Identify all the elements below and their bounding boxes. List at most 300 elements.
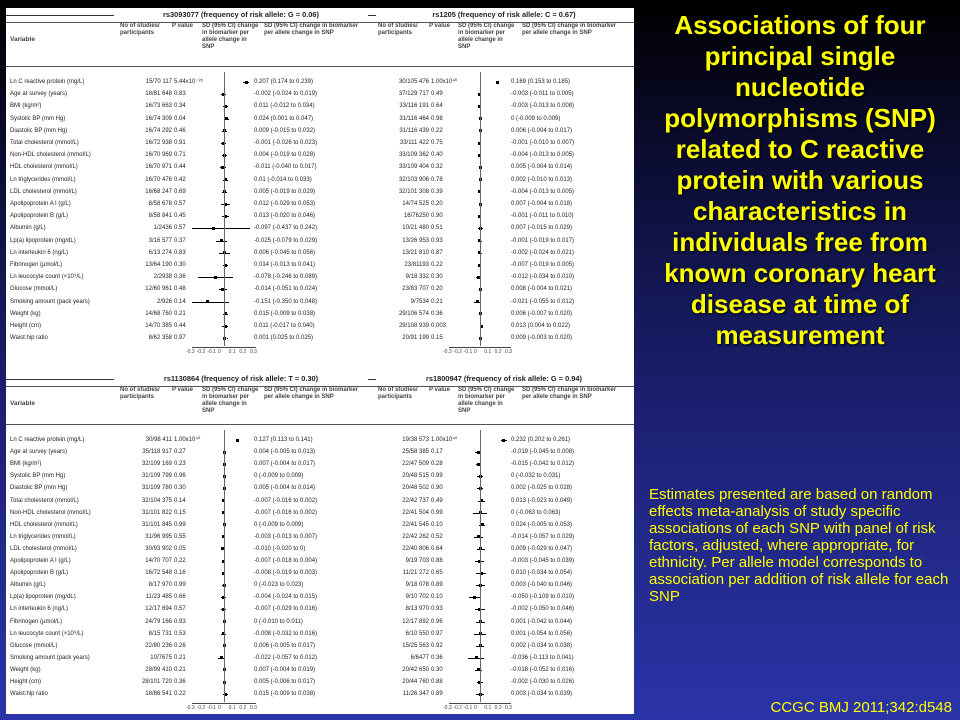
table-row <box>6 664 634 676</box>
participants-value: 9/7534 <box>410 298 429 305</box>
estimate-text: 0.005 (-0.006 to 0.017) <box>254 679 316 685</box>
point-estimate <box>220 239 223 242</box>
participants-value: 33/109 362 <box>398 152 429 159</box>
p-value: 0.93 <box>431 237 443 244</box>
x-axis-tick-label: 0.2 <box>239 705 247 712</box>
estimate-text: -0.001 (-0.019 to 0.017) <box>511 237 575 244</box>
p-value: 0.30 <box>174 262 186 268</box>
participants-value: 22/42 262 <box>402 533 429 540</box>
table-row <box>6 567 634 579</box>
table-row <box>6 628 634 640</box>
variable-label: Age at survey (years) <box>10 91 68 98</box>
x-axis-tick-label: 0 <box>218 349 221 356</box>
estimate-text: -0.002 (-0.024 to 0.021) <box>511 249 575 256</box>
p-value: 0.21 <box>174 310 186 317</box>
p-value: 0.99 <box>431 473 443 480</box>
p-value: 0.23 <box>174 461 186 468</box>
p-value: 0.96 <box>431 618 443 625</box>
p-value: 0.21 <box>431 298 443 305</box>
table-row <box>6 332 634 344</box>
participants-value: 20/48 502 <box>402 485 429 492</box>
forest-panel-top <box>6 8 634 370</box>
variable-label: Apolipoprotein A I (g/L) <box>10 558 71 564</box>
x-axis-tick-label: -0.2 <box>453 349 462 356</box>
x-axis-tick-label: 0.3 <box>505 705 512 712</box>
estimate-text: 0 (-0.063 to 0.063) <box>511 509 561 516</box>
estimate-text: 0.002 (-0.025 to 0.028) <box>511 485 573 492</box>
participants-value: 25/58 385 <box>402 449 429 456</box>
p-value: 0.83 <box>174 91 186 98</box>
participants-value: 6/13 274 <box>148 249 172 256</box>
x-axis-tick-label: -0.1 <box>463 349 473 356</box>
point-estimate <box>214 276 217 279</box>
participants-value: 29/106 574 <box>398 310 429 317</box>
participants-value: 31/109 799 <box>141 473 172 480</box>
estimate-text: -0.003 (-0.045 to 0.039) <box>511 558 575 564</box>
column-header-sd-plot: SD (95% CI) change in biomarker per allele change in SNP <box>202 23 259 50</box>
p-value: 0.71 <box>174 152 186 159</box>
table-row <box>6 603 634 615</box>
x-axis-tick-label: 0.1 <box>484 349 492 356</box>
variable-label: Apolipoprotein A I (g/L) <box>10 201 71 207</box>
variable-label: Weight (kg) <box>10 310 41 317</box>
x-axis-tick-label: 0.2 <box>494 705 502 712</box>
p-value: 0.99 <box>174 521 186 528</box>
participants-value: 31/96 995 <box>145 533 172 540</box>
p-value: 0.22 <box>174 558 186 564</box>
participants-value: 30/98 411 <box>145 437 172 443</box>
estimate-text: -0.097 (-0.437 to 0.242) <box>254 225 318 232</box>
table-row <box>6 308 634 320</box>
p-value: 0.22 <box>431 262 443 268</box>
estimate-text: -0.003 (-0.013 to 0.007) <box>254 533 318 540</box>
estimate-text: 0.006 (-0.004 to 0.017) <box>511 127 573 134</box>
participants-value: 14/70 707 <box>145 558 172 564</box>
participants-value: 22/41 504 <box>402 509 429 516</box>
x-axis-tick-label: -0.3 <box>186 349 195 356</box>
header-line <box>368 15 376 16</box>
header-line <box>368 379 376 380</box>
participants-value: 33/116 191 <box>399 103 429 110</box>
participants-value: 8/15 731 <box>148 630 172 637</box>
p-value: 0.45 <box>174 213 186 220</box>
p-value: 0.15 <box>431 335 443 342</box>
p-value: 0.14 <box>174 298 186 305</box>
estimate-text: 0.008 (-0.004 to 0.021) <box>511 286 573 293</box>
null-reference-line <box>480 72 481 346</box>
participants-value: 29/108 939 <box>398 323 429 329</box>
variable-label: Ln C reactive protein (mg/L) <box>10 437 85 443</box>
participants-value: 9/18 078 <box>405 582 429 589</box>
p-value: 0.22 <box>431 127 443 134</box>
participants-value: 23/81193 <box>404 262 429 268</box>
table-row <box>6 579 634 591</box>
estimate-text: -0.008 (-0.019 to 0.003) <box>254 570 318 577</box>
p-value: 0.04 <box>174 115 186 122</box>
point-estimate <box>476 300 479 303</box>
participants-value: 16/73 663 <box>145 103 172 110</box>
table-row <box>6 591 634 603</box>
table-row <box>6 507 634 519</box>
participants-value: 37/129 717 <box>398 91 429 98</box>
estimate-text: -0.007 (-0.016 to 0.002) <box>254 497 318 504</box>
null-reference-line <box>224 430 225 702</box>
variable-label: Diastolic BP (mm Hg) <box>10 485 68 492</box>
estimate-text: -0.003 (-0.013 to 0.008) <box>511 103 575 110</box>
point-estimate <box>220 656 223 659</box>
participants-value: 6/10 550 <box>405 630 429 637</box>
estimate-text: 0.002 (-0.034 to 0.038) <box>511 642 573 649</box>
p-value: 0.64 <box>431 545 443 552</box>
p-value: 1.00x10⁴⁰ <box>174 437 201 443</box>
estimate-text: 0.006 (-0.007 to 0.020) <box>511 310 573 317</box>
p-value: 0.15 <box>174 509 186 516</box>
p-value: 0.57 <box>174 606 186 613</box>
participants-value: 11/21 272 <box>402 570 429 577</box>
table-row <box>6 616 634 628</box>
column-header-participants: No of studies/ participants <box>120 23 160 36</box>
p-value: 0.32 <box>431 164 443 171</box>
estimate-text: 0.011 (-0.012 to 0.034) <box>254 103 315 110</box>
point-estimate <box>236 439 239 442</box>
citation: CCGC BMJ 2011;342:d548 <box>770 699 952 716</box>
variable-label: Apolipoprotein B (g/L) <box>10 213 69 220</box>
variable-label: Systolic BP (mm Hg) <box>10 115 66 122</box>
participants-value: 31/101 845 <box>141 521 172 528</box>
estimate-text: -0.007 (-0.016 to 0.002) <box>254 509 318 516</box>
column-header-participants: No of studies/ participants <box>120 387 160 400</box>
participants-value: 23/83 707 <box>402 286 429 293</box>
x-axis-tick-label: 0.3 <box>250 705 257 712</box>
estimate-text: 0.009 (-0.029 to 0.047) <box>511 545 573 552</box>
participants-value: 16/68 247 <box>145 188 172 195</box>
estimate-text: -0.078 (-0.246 to 0.089) <box>254 274 318 281</box>
participants-value: 11/26 347 <box>402 691 429 698</box>
forest-plot-figure <box>6 8 634 714</box>
p-value: 0.93 <box>174 618 186 625</box>
variable-label: HDL cholesterol (mmol/L) <box>10 521 78 528</box>
estimate-text: 0.207 (0.174 to 0.239) <box>254 79 314 85</box>
column-header-variable: Variable <box>10 36 35 43</box>
x-axis-tick-label: -0.3 <box>186 705 195 712</box>
point-estimate <box>475 656 478 659</box>
variable-label: Ln triglycerides (mmol/L) <box>10 533 76 540</box>
p-value: 0.44 <box>174 323 186 329</box>
point-estimate <box>502 439 505 442</box>
participants-value: 10/7675 <box>150 654 172 661</box>
estimate-text: 0.009 (-0.015 to 0.032) <box>254 127 316 134</box>
estimate-text: 0.013 (-0.020 to 0.046) <box>254 213 316 220</box>
slide-title: Associations of four principal single nucleotide polymorphisms (SNP) related to C reactive protein with various characteristics in individuals free from known coronary heart disease at time of measurement <box>664 10 936 350</box>
table-row <box>6 125 634 137</box>
variable-label: Ln C reactive protein (mg/L) <box>10 79 85 85</box>
confidence-interval <box>192 228 250 229</box>
point-estimate <box>212 227 215 230</box>
participants-value: 10/21 480 <box>402 225 429 232</box>
participants-value: 9/18 332 <box>405 274 429 281</box>
participants-value: 12/60 961 <box>145 286 172 293</box>
participants-value: 33/109 404 <box>398 164 429 171</box>
p-value: 0.75 <box>431 140 443 146</box>
participants-value: 14/70 385 <box>145 323 172 329</box>
variable-label: Weight (kg) <box>10 666 41 673</box>
participants-value: 32/109 169 <box>141 461 172 468</box>
estimate-text: 0.004 (-0.019 to 0.028) <box>254 152 316 159</box>
x-axis-tick-label: 0.1 <box>228 349 236 356</box>
table-row <box>6 458 634 470</box>
p-value: 0.99 <box>431 509 443 516</box>
estimate-text: -0.010 (-0.020 to 0) <box>254 545 306 552</box>
p-value: 0.30 <box>174 485 186 492</box>
variable-label: Fibrinogen (µmol/L) <box>10 618 63 625</box>
column-header-sd-text: SD (95% CI) change in biomarker per allele change in SNP <box>522 23 617 36</box>
p-value: 0.90 <box>431 213 443 220</box>
table-row <box>6 555 634 567</box>
p-value: 0.97 <box>174 335 186 342</box>
estimate-text: -0.002 (-0.050 to 0.046) <box>511 606 575 613</box>
p-value: 0.44 <box>174 164 186 171</box>
participants-value: 6/6477 <box>410 654 429 661</box>
estimate-text: 0 (-0.009 to 0.009) <box>511 115 561 122</box>
x-axis-tick-label: 0 <box>474 349 477 356</box>
participants-value: 14/68 760 <box>145 310 172 317</box>
participants-value: 13/21 810 <box>402 249 429 256</box>
forest-panel-bottom <box>6 372 634 714</box>
variable-label: Systolic BP (mm Hg) <box>10 473 66 480</box>
participants-value: 20/91 199 <box>402 335 429 342</box>
participants-value: 16/74 309 <box>145 115 172 122</box>
estimate-text: 0.011 (-0.017 to 0.040) <box>254 323 315 329</box>
variable-label: BMI (kg/m²) <box>10 103 42 110</box>
table-row <box>6 247 634 259</box>
estimate-text: -0.004 (-0.013 to 0.005) <box>511 152 575 159</box>
p-value: 0.34 <box>174 103 186 110</box>
estimate-text: -0.001 (-0.026 to 0.023) <box>254 140 318 146</box>
header-rule <box>6 424 634 425</box>
participants-value: 30/93 902 <box>145 545 172 552</box>
p-value: 0.96 <box>174 473 186 480</box>
column-header-sd-plot: SD (95% CI) change in biomarker per allele change in SNP <box>458 387 515 414</box>
estimate-text: 0 (-0.009 to 0.009) <box>254 473 304 480</box>
p-value: 0.21 <box>174 666 186 673</box>
participants-value: 8/17 970 <box>148 582 172 589</box>
participants-value: 32/103 906 <box>398 176 429 183</box>
snp-title: rs1205 (frequency of risk allele: C = 0.67) <box>432 10 576 19</box>
p-value: 0.57 <box>174 201 186 207</box>
variable-label: Non-HDL cholesterol (mmol/L) <box>10 509 91 516</box>
participants-value: 31/116 464 <box>399 115 429 122</box>
estimate-text: -0.002 (-0.024 to 0.019) <box>254 91 318 98</box>
table-row <box>6 100 634 112</box>
column-header-participants: No of studies/ participants <box>378 23 418 36</box>
p-value: 0.16 <box>174 570 186 577</box>
p-value: 0.36 <box>174 679 186 685</box>
p-value: 0.55 <box>174 533 186 540</box>
estimate-text: 0 (-0.009 to 0.009) <box>254 521 304 528</box>
participants-value: 22/40 806 <box>402 545 429 552</box>
estimate-text: -0.003 (-0.011 to 0.005) <box>511 91 574 98</box>
p-value: 0.39 <box>431 188 443 195</box>
estimate-text: 0.006 (-0.045 to 0.056) <box>254 249 316 256</box>
estimate-text: 0.004 (-0.005 to 0.013) <box>254 449 316 456</box>
variable-label: Apolipoprotein B (g/L) <box>10 570 69 577</box>
p-value: 0.98 <box>431 115 443 122</box>
p-value: 0.66 <box>174 594 186 601</box>
p-value: 0.46 <box>174 127 186 134</box>
variable-label: Ln leucocyte count (×10⁹/L) <box>10 630 84 637</box>
estimate-text: 0.014 (-0.013 to 0.041) <box>254 262 316 268</box>
estimate-text: 0.001 (-0.054 to 0.056) <box>511 630 573 637</box>
variable-label: Ln leucocyte count (×10⁹/L) <box>10 274 84 281</box>
estimate-text: 0.01 (-0.014 to 0.033) <box>254 176 312 183</box>
p-value: 0.14 <box>174 497 186 504</box>
variable-label: Waist:hip ratio <box>10 691 48 698</box>
estimate-text: -0.001 (-0.011 to 0.010) <box>511 213 574 220</box>
p-value: 0.51 <box>431 225 443 232</box>
estimate-text: 0.003 (-0.034 to 0.039) <box>511 691 573 698</box>
table-row <box>6 482 634 494</box>
p-value: 0.64 <box>431 103 443 110</box>
estimate-text: 0.005 (-0.004 to 0.014) <box>511 164 573 171</box>
p-value: 0.21 <box>174 654 186 661</box>
p-value: 0.20 <box>431 201 443 207</box>
point-estimate <box>225 117 228 120</box>
p-value: 0.89 <box>431 582 443 589</box>
x-axis-tick-label: -0.2 <box>453 705 462 712</box>
participants-value: 16/70 969 <box>145 152 172 159</box>
participants-value: 16/72 548 <box>145 570 172 577</box>
estimate-text: -0.002 (-0.030 to 0.026) <box>511 679 575 685</box>
estimate-text: 0.007 (-0.004 to 0.019) <box>254 666 316 673</box>
p-value: 0.05 <box>174 545 186 552</box>
p-value: 0.49 <box>431 497 443 504</box>
estimate-text: 0 (-0.032 to 0.031) <box>511 473 561 480</box>
p-value: 0.91 <box>174 140 186 146</box>
participants-value: 12/17 892 <box>402 618 429 625</box>
x-axis-tick-label: 0.2 <box>494 349 502 356</box>
p-value: 0.97 <box>431 630 443 637</box>
p-value: 0.10 <box>431 521 443 528</box>
participants-value: 16/70 971 <box>145 164 172 171</box>
variable-label: Total cholesterol (mmol/L) <box>10 497 79 504</box>
table-row <box>6 174 634 186</box>
p-value: 0.36 <box>431 310 443 317</box>
estimate-text: 0.007 (-0.015 to 0.029) <box>511 225 573 232</box>
variable-label: Ln interleukin 6 (ng/L) <box>10 606 69 613</box>
p-value: 0.17 <box>431 449 443 456</box>
null-reference-line <box>224 72 225 346</box>
estimate-text: 0.009 (-0.003 to 0.020) <box>511 335 573 342</box>
participants-value: 16/76250 <box>403 213 429 220</box>
estimate-text: 0.001 (-0.042 to 0.044) <box>511 618 573 625</box>
column-header-sd-plot: SD (95% CI) change in biomarker per allele change in SNP <box>202 387 259 414</box>
participants-value: 15/25 563 <box>402 642 429 649</box>
participants-value: 22/41 545 <box>402 521 429 528</box>
x-axis-tick-label: -0.1 <box>207 705 216 712</box>
estimate-text: -0.022 (-0.057 to 0.012) <box>254 654 318 661</box>
variable-label: Ln triglycerides (mmol/L) <box>10 176 76 183</box>
p-value: 0.83 <box>174 249 186 256</box>
x-axis-tick-label: -0.1 <box>463 705 473 712</box>
p-value: 0.88 <box>431 558 443 564</box>
participants-value: 31/116 439 <box>399 127 429 134</box>
p-value: 0.65 <box>431 570 443 577</box>
participants-value: 13/26 953 <box>402 237 429 244</box>
p-value: 0.42 <box>174 176 186 183</box>
p-value: 0.49 <box>431 91 443 98</box>
p-value: 0.88 <box>431 679 443 685</box>
participants-value: 15/70 117 <box>145 79 172 85</box>
variable-label: LDL cholesterol (mmol/L) <box>10 188 77 195</box>
variable-label: Waist:hip ratio <box>10 335 48 342</box>
column-header-variable: Variable <box>10 400 35 407</box>
x-axis-tick-label: -0.3 <box>443 705 452 712</box>
estimate-text: 0.005 (-0.004 to 0.014) <box>254 485 316 492</box>
table-row <box>6 676 634 688</box>
estimate-text: -0.018 (-0.052 to 0.016) <box>511 666 575 673</box>
x-axis-tick-label: 0 <box>474 705 477 712</box>
variable-label: Albumin (g/L) <box>10 225 46 232</box>
table-row <box>6 210 634 222</box>
table-row <box>6 640 634 652</box>
x-axis-line <box>449 703 511 704</box>
estimate-text: 0.013 (0.004 to 0.022) <box>511 323 571 329</box>
x-axis-line <box>192 703 256 704</box>
estimate-text: -0.050 (-0.109 to 0.010) <box>511 594 575 601</box>
variable-label: LDL cholesterol (mmol/L) <box>10 545 77 552</box>
x-axis-tick-label: 0.3 <box>250 349 257 356</box>
estimate-text: -0.015 (-0.042 to 0.012) <box>511 461 575 468</box>
column-header-pvalue: P value <box>172 23 193 29</box>
participants-value: 33/111 422 <box>399 140 429 146</box>
participants-value: 14/74 525 <box>402 201 429 207</box>
estimate-text: 0.232 (0.202 to 0.261) <box>511 437 571 443</box>
estimate-text: -0.014 (-0.051 to 0.024) <box>254 286 318 293</box>
p-value: 0.52 <box>431 533 443 540</box>
estimate-text: 0.003 (-0.040 to 0.046) <box>511 582 573 589</box>
p-value: 0.36 <box>431 654 443 661</box>
table-row <box>6 495 634 507</box>
variable-label: HDL cholesterol (mmol/L) <box>10 164 78 171</box>
participants-value: 12/17 694 <box>145 606 172 613</box>
confidence-interval <box>227 338 228 339</box>
variable-label: Non-HDL cholesterol (mmol/L) <box>10 152 91 159</box>
participants-value: 32/101 308 <box>398 188 429 195</box>
p-value: 0.89 <box>431 691 443 698</box>
table-row <box>6 446 634 458</box>
participants-value: 19/38 573 <box>402 437 429 443</box>
p-value: 5.44x10⁻³⁵ <box>174 79 204 85</box>
point-estimate <box>496 81 499 84</box>
participants-value: 22/42 737 <box>402 497 429 504</box>
column-header-pvalue: P value <box>429 387 450 393</box>
p-value: 0.99 <box>174 582 186 589</box>
p-value: 0.27 <box>174 449 186 456</box>
table-row <box>6 161 634 173</box>
estimate-text: -0.014 (-0.057 to 0.029) <box>511 533 575 540</box>
table-row <box>6 76 634 88</box>
variable-label: Lp(a) lipoprotein (mg/dL) <box>10 594 76 601</box>
participants-value: 11/23 485 <box>145 594 172 601</box>
column-header-sd-plot: SD (95% CI) change in biomarker per allele change in SNP <box>458 23 515 50</box>
table-row <box>6 283 634 295</box>
p-value: 0.26 <box>174 642 186 649</box>
estimate-text: 0.001 (0.025 to 0.025) <box>254 335 314 342</box>
p-value: 1.00x10⁴⁰ <box>431 79 458 85</box>
variable-label: Glucose (mmol/L) <box>10 642 58 649</box>
variable-label: Lp(a) lipoprotein (mg/dL) <box>10 237 76 244</box>
table-row <box>6 320 634 332</box>
